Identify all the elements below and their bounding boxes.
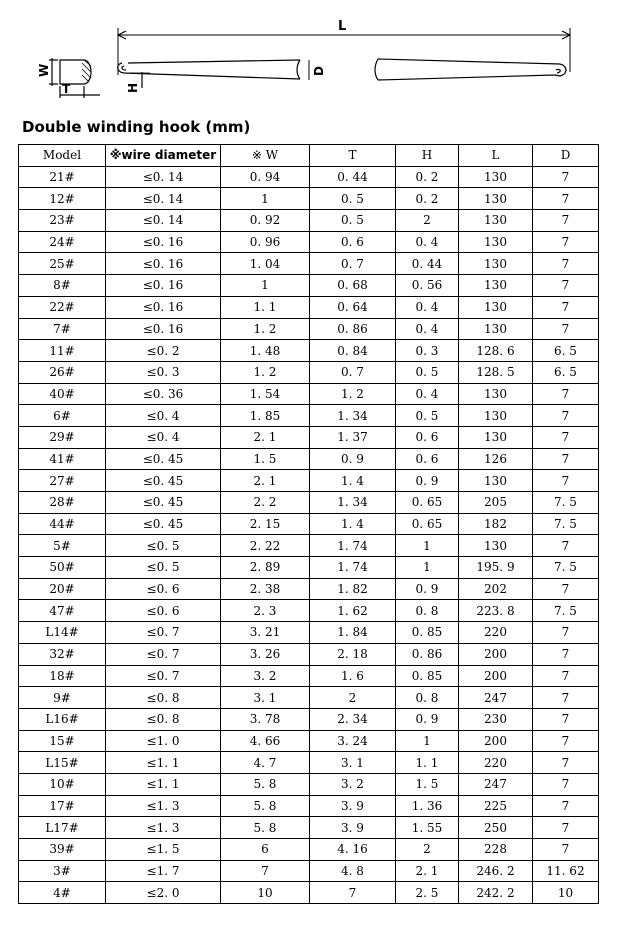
- cell-t: 1. 4: [310, 513, 396, 535]
- cell-h: 0. 3: [396, 340, 459, 362]
- cell-model: 7#: [19, 318, 106, 340]
- cell-wire-diameter: ≤0. 3: [106, 361, 221, 383]
- label-H: H: [126, 82, 140, 93]
- table-row: [19, 188, 599, 210]
- cell-t: 1. 62: [310, 600, 396, 622]
- cell-l: 128. 6: [459, 340, 533, 362]
- cell-t: 0. 6: [310, 231, 396, 253]
- cell-w: 3. 2: [221, 665, 310, 687]
- cell-l: 246. 2: [459, 860, 533, 882]
- cell-h: 0. 2: [396, 188, 459, 210]
- cell-model: 9#: [19, 687, 106, 709]
- cell-wire-diameter: ≤0. 7: [106, 643, 221, 665]
- table-row: [19, 340, 599, 362]
- cell-d: 7: [533, 253, 599, 275]
- cell-model: 4#: [19, 882, 106, 904]
- cell-w: 1. 04: [221, 253, 310, 275]
- cell-l: 242. 2: [459, 882, 533, 904]
- cell-l: 200: [459, 643, 533, 665]
- table-row: [19, 839, 599, 861]
- cell-l: 130: [459, 470, 533, 492]
- cell-wire-diameter: ≤0. 5: [106, 557, 221, 579]
- cell-model: 29#: [19, 426, 106, 448]
- cell-d: 7: [533, 166, 599, 188]
- cell-t: 7: [310, 882, 396, 904]
- cell-wire-diameter: ≤1. 1: [106, 752, 221, 774]
- table-row: [19, 275, 599, 297]
- cell-model: L16#: [19, 708, 106, 730]
- cell-h: 2: [396, 839, 459, 861]
- cell-w: 3. 78: [221, 708, 310, 730]
- cell-d: 7: [533, 405, 599, 427]
- cell-d: 7. 5: [533, 600, 599, 622]
- table-row: [19, 882, 599, 904]
- cell-model: 23#: [19, 210, 106, 232]
- cell-d: 7: [533, 275, 599, 297]
- cell-wire-diameter: ≤0. 6: [106, 600, 221, 622]
- cell-h: 0. 4: [396, 383, 459, 405]
- cell-model: 25#: [19, 253, 106, 275]
- cell-l: 130: [459, 210, 533, 232]
- cell-w: 2. 15: [221, 513, 310, 535]
- cell-w: 0. 96: [221, 231, 310, 253]
- table-row: [19, 361, 599, 383]
- cell-d: 7: [533, 470, 599, 492]
- cell-d: 6. 5: [533, 361, 599, 383]
- cell-h: 1. 5: [396, 773, 459, 795]
- cell-w: 2. 2: [221, 492, 310, 514]
- cell-h: 0. 8: [396, 600, 459, 622]
- cell-d: 7: [533, 708, 599, 730]
- cell-w: 4. 7: [221, 752, 310, 774]
- cell-t: 2. 18: [310, 643, 396, 665]
- cell-wire-diameter: ≤0. 16: [106, 296, 221, 318]
- cell-h: 0. 5: [396, 405, 459, 427]
- cell-w: 2. 38: [221, 578, 310, 600]
- cell-d: 7: [533, 188, 599, 210]
- cell-t: 0. 86: [310, 318, 396, 340]
- cell-model: 41#: [19, 448, 106, 470]
- cell-w: 5. 8: [221, 817, 310, 839]
- cell-model: 12#: [19, 188, 106, 210]
- cell-d: 7: [533, 795, 599, 817]
- cell-h: 1: [396, 535, 459, 557]
- cell-wire-diameter: ≤0. 5: [106, 535, 221, 557]
- cell-wire-diameter: ≤0. 16: [106, 231, 221, 253]
- cell-l: 225: [459, 795, 533, 817]
- cell-model: 26#: [19, 361, 106, 383]
- cell-l: 126: [459, 448, 533, 470]
- table-row: [19, 730, 599, 752]
- table-row: [19, 448, 599, 470]
- cell-t: 2. 34: [310, 708, 396, 730]
- hook-right-end: [375, 59, 566, 80]
- cell-l: 130: [459, 318, 533, 340]
- cell-w: 2. 89: [221, 557, 310, 579]
- table-row: [19, 600, 599, 622]
- cell-wire-diameter: ≤1. 3: [106, 795, 221, 817]
- cell-l: 130: [459, 426, 533, 448]
- cell-model: 8#: [19, 275, 106, 297]
- cell-t: 1. 6: [310, 665, 396, 687]
- cell-w: 7: [221, 860, 310, 882]
- cell-l: 130: [459, 253, 533, 275]
- cell-d: 7: [533, 535, 599, 557]
- cell-l: 228: [459, 839, 533, 861]
- cell-wire-diameter: ≤0. 16: [106, 275, 221, 297]
- cell-wire-diameter: ≤0. 14: [106, 188, 221, 210]
- cell-d: 7: [533, 231, 599, 253]
- cell-model: 47#: [19, 600, 106, 622]
- table-row: [19, 296, 599, 318]
- table-row: [19, 860, 599, 882]
- cell-l: 130: [459, 275, 533, 297]
- cell-w: 1. 48: [221, 340, 310, 362]
- cell-t: 0. 64: [310, 296, 396, 318]
- cell-d: 7: [533, 643, 599, 665]
- cell-wire-diameter: ≤0. 45: [106, 513, 221, 535]
- cell-wire-diameter: ≤0. 45: [106, 448, 221, 470]
- header-t: T: [310, 145, 396, 167]
- cell-h: 0. 9: [396, 578, 459, 600]
- cell-h: 1. 1: [396, 752, 459, 774]
- cell-wire-diameter: ≤1. 0: [106, 730, 221, 752]
- cell-model: 21#: [19, 166, 106, 188]
- cell-d: 7: [533, 448, 599, 470]
- cell-wire-diameter: ≤0. 16: [106, 253, 221, 275]
- cell-t: 1. 84: [310, 622, 396, 644]
- cell-model: 11#: [19, 340, 106, 362]
- cell-l: 223. 8: [459, 600, 533, 622]
- cell-h: 0. 4: [396, 296, 459, 318]
- cell-h: 2: [396, 210, 459, 232]
- cell-l: 220: [459, 752, 533, 774]
- header-wire-diameter: ※wire diameter: [106, 145, 221, 167]
- section-title: Double winding hook (mm): [22, 118, 251, 136]
- cell-d: 7: [533, 578, 599, 600]
- cell-l: 230: [459, 708, 533, 730]
- cell-t: 0. 44: [310, 166, 396, 188]
- table-row: [19, 773, 599, 795]
- cell-h: 0. 9: [396, 470, 459, 492]
- cell-h: 0. 44: [396, 253, 459, 275]
- cell-w: 1. 1: [221, 296, 310, 318]
- cell-t: 0. 5: [310, 210, 396, 232]
- cell-wire-diameter: ≤0. 45: [106, 492, 221, 514]
- cell-t: 1. 74: [310, 557, 396, 579]
- cell-h: 0. 2: [396, 166, 459, 188]
- table-row: [19, 557, 599, 579]
- label-L: L: [338, 19, 347, 34]
- cell-wire-diameter: ≤2. 0: [106, 882, 221, 904]
- cell-l: 130: [459, 405, 533, 427]
- cell-t: 2: [310, 687, 396, 709]
- cross-section: [49, 58, 100, 98]
- cell-h: 0. 6: [396, 448, 459, 470]
- table-row: [19, 578, 599, 600]
- cell-t: 0. 5: [310, 188, 396, 210]
- table-row: [19, 795, 599, 817]
- cell-w: 3. 21: [221, 622, 310, 644]
- cell-wire-diameter: ≤0. 45: [106, 470, 221, 492]
- cell-model: 28#: [19, 492, 106, 514]
- cell-h: 0. 4: [396, 318, 459, 340]
- table-row: [19, 470, 599, 492]
- cell-d: 7: [533, 730, 599, 752]
- cell-d: 7: [533, 687, 599, 709]
- cell-wire-diameter: ≤0. 14: [106, 166, 221, 188]
- cell-t: 4. 16: [310, 839, 396, 861]
- cell-t: 3. 9: [310, 817, 396, 839]
- table-row: [19, 492, 599, 514]
- cell-wire-diameter: ≤1. 5: [106, 839, 221, 861]
- cell-model: 10#: [19, 773, 106, 795]
- cell-w: 1. 2: [221, 318, 310, 340]
- cell-l: 247: [459, 773, 533, 795]
- cell-t: 3. 24: [310, 730, 396, 752]
- length-dimension: [118, 28, 570, 75]
- cell-h: 0. 8: [396, 687, 459, 709]
- cell-w: 4. 66: [221, 730, 310, 752]
- table-row: [19, 817, 599, 839]
- table-row: [19, 752, 599, 774]
- table-body: [19, 166, 599, 903]
- cell-wire-diameter: ≤0. 14: [106, 210, 221, 232]
- cell-w: 1: [221, 188, 310, 210]
- cell-wire-diameter: ≤0. 7: [106, 622, 221, 644]
- hook-left-end: [118, 60, 300, 88]
- cell-h: 1: [396, 730, 459, 752]
- table-row: [19, 383, 599, 405]
- cell-t: 1. 2: [310, 383, 396, 405]
- cell-model: 5#: [19, 535, 106, 557]
- cell-h: 0. 85: [396, 665, 459, 687]
- cell-model: 39#: [19, 839, 106, 861]
- cell-model: 50#: [19, 557, 106, 579]
- cell-model: 32#: [19, 643, 106, 665]
- cell-h: 2. 1: [396, 860, 459, 882]
- cell-l: 130: [459, 166, 533, 188]
- cell-t: 1. 34: [310, 405, 396, 427]
- cell-t: 4. 8: [310, 860, 396, 882]
- table-row: [19, 643, 599, 665]
- cell-t: 1. 74: [310, 535, 396, 557]
- cell-l: 182: [459, 513, 533, 535]
- cell-model: L15#: [19, 752, 106, 774]
- cell-wire-diameter: ≤0. 36: [106, 383, 221, 405]
- cell-h: 1. 55: [396, 817, 459, 839]
- table-row: [19, 210, 599, 232]
- hook-dimension-diagram: [0, 0, 620, 110]
- table-row: [19, 708, 599, 730]
- cell-w: 1: [221, 275, 310, 297]
- cell-wire-diameter: ≤0. 8: [106, 687, 221, 709]
- cell-l: 202: [459, 578, 533, 600]
- cell-w: 3. 26: [221, 643, 310, 665]
- cell-t: 0. 84: [310, 340, 396, 362]
- table-row: [19, 665, 599, 687]
- cell-l: 128. 5: [459, 361, 533, 383]
- cell-l: 247: [459, 687, 533, 709]
- table-row: [19, 687, 599, 709]
- cell-wire-diameter: ≤0. 4: [106, 426, 221, 448]
- cell-w: 2. 22: [221, 535, 310, 557]
- cell-w: 5. 8: [221, 795, 310, 817]
- cell-h: 1: [396, 557, 459, 579]
- cell-d: 7: [533, 665, 599, 687]
- cell-h: 0. 9: [396, 708, 459, 730]
- cell-l: 195. 9: [459, 557, 533, 579]
- cell-h: 2. 5: [396, 882, 459, 904]
- table-row: [19, 253, 599, 275]
- cell-d: 7: [533, 296, 599, 318]
- table-header-row: [19, 145, 599, 167]
- cell-model: 40#: [19, 383, 106, 405]
- cell-l: 200: [459, 730, 533, 752]
- hook-spec-table: [18, 144, 599, 904]
- cell-t: 0. 7: [310, 361, 396, 383]
- cell-t: 3. 2: [310, 773, 396, 795]
- cell-h: 0. 6: [396, 426, 459, 448]
- cell-wire-diameter: ≤0. 2: [106, 340, 221, 362]
- header-h: H: [396, 145, 459, 167]
- cell-t: 1. 34: [310, 492, 396, 514]
- cell-w: 2. 3: [221, 600, 310, 622]
- cell-wire-diameter: ≤1. 1: [106, 773, 221, 795]
- cell-t: 3. 1: [310, 752, 396, 774]
- cell-t: 0. 68: [310, 275, 396, 297]
- label-D: D: [312, 66, 326, 76]
- cell-d: 7: [533, 426, 599, 448]
- cell-wire-diameter: ≤1. 7: [106, 860, 221, 882]
- cell-model: L14#: [19, 622, 106, 644]
- cell-d: 7: [533, 622, 599, 644]
- cell-d: 6. 5: [533, 340, 599, 362]
- cell-d: 7. 5: [533, 513, 599, 535]
- table-row: [19, 513, 599, 535]
- cell-l: 250: [459, 817, 533, 839]
- cell-h: 0. 85: [396, 622, 459, 644]
- cell-d: 7: [533, 210, 599, 232]
- cell-model: L17#: [19, 817, 106, 839]
- cell-w: 0. 94: [221, 166, 310, 188]
- cell-t: 1. 4: [310, 470, 396, 492]
- cell-h: 1. 36: [396, 795, 459, 817]
- table-row: [19, 426, 599, 448]
- cell-d: 10: [533, 882, 599, 904]
- cell-l: 220: [459, 622, 533, 644]
- table-row: [19, 318, 599, 340]
- cell-d: 7. 5: [533, 492, 599, 514]
- cell-w: 3. 1: [221, 687, 310, 709]
- cell-model: 24#: [19, 231, 106, 253]
- cell-model: 22#: [19, 296, 106, 318]
- header-d: D: [533, 145, 599, 167]
- cell-w: 0. 92: [221, 210, 310, 232]
- cell-w: 1. 85: [221, 405, 310, 427]
- cell-model: 6#: [19, 405, 106, 427]
- cell-t: 0. 7: [310, 253, 396, 275]
- cell-d: 7: [533, 752, 599, 774]
- cell-model: 3#: [19, 860, 106, 882]
- cell-w: 5. 8: [221, 773, 310, 795]
- cell-h: 0. 56: [396, 275, 459, 297]
- cell-d: 7: [533, 318, 599, 340]
- cell-w: 1. 54: [221, 383, 310, 405]
- header-l: L: [459, 145, 533, 167]
- table-row: [19, 622, 599, 644]
- cell-d: 7: [533, 383, 599, 405]
- cell-l: 200: [459, 665, 533, 687]
- cell-d: 11. 62: [533, 860, 599, 882]
- table-row: [19, 166, 599, 188]
- cell-d: 7. 5: [533, 557, 599, 579]
- table-row: [19, 535, 599, 557]
- label-W: W: [37, 63, 51, 77]
- header-model: Model: [19, 145, 106, 167]
- cell-t: 1. 82: [310, 578, 396, 600]
- table-row: [19, 405, 599, 427]
- cell-t: 1. 37: [310, 426, 396, 448]
- cell-w: 2. 1: [221, 426, 310, 448]
- cell-h: 0. 65: [396, 513, 459, 535]
- label-T: T: [62, 82, 71, 96]
- cell-l: 130: [459, 296, 533, 318]
- cell-l: 130: [459, 188, 533, 210]
- cell-model: 27#: [19, 470, 106, 492]
- cell-t: 3. 9: [310, 795, 396, 817]
- cell-t: 0. 9: [310, 448, 396, 470]
- cell-model: 15#: [19, 730, 106, 752]
- cell-l: 205: [459, 492, 533, 514]
- cell-h: 0. 5: [396, 361, 459, 383]
- cell-d: 7: [533, 817, 599, 839]
- cell-wire-diameter: ≤0. 16: [106, 318, 221, 340]
- cell-w: 1. 2: [221, 361, 310, 383]
- cell-wire-diameter: ≤0. 6: [106, 578, 221, 600]
- cell-w: 1. 5: [221, 448, 310, 470]
- cell-model: 44#: [19, 513, 106, 535]
- cell-w: 6: [221, 839, 310, 861]
- cell-l: 130: [459, 383, 533, 405]
- cell-wire-diameter: ≤1. 3: [106, 817, 221, 839]
- cell-w: 10: [221, 882, 310, 904]
- cell-d: 7: [533, 839, 599, 861]
- cell-model: 18#: [19, 665, 106, 687]
- cell-d: 7: [533, 773, 599, 795]
- cell-wire-diameter: ≤0. 8: [106, 708, 221, 730]
- cell-model: 17#: [19, 795, 106, 817]
- header-w: ※ W: [221, 145, 310, 167]
- cell-model: 20#: [19, 578, 106, 600]
- cell-h: 0. 65: [396, 492, 459, 514]
- cell-wire-diameter: ≤0. 7: [106, 665, 221, 687]
- cell-l: 130: [459, 535, 533, 557]
- cell-w: 2. 1: [221, 470, 310, 492]
- cell-wire-diameter: ≤0. 4: [106, 405, 221, 427]
- cell-h: 0. 4: [396, 231, 459, 253]
- table-row: [19, 231, 599, 253]
- cell-h: 0. 86: [396, 643, 459, 665]
- cell-l: 130: [459, 231, 533, 253]
